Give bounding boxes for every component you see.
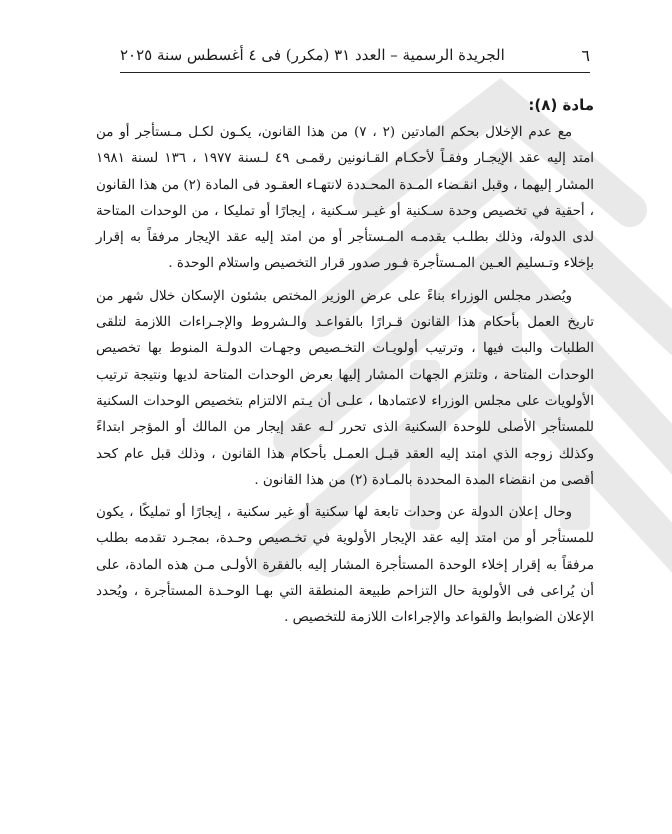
- article-heading: مادة (٨):: [528, 96, 594, 114]
- article-paragraph-1: مع عدم الإخلال بحكم المادتين (٢ ، ٧) من هذا القانون، يكـون لكـل مـستأجر أو من امتد إليه عقد الإيجـار وفقـاً لأحكـام القـانونين رقمـى ٤٩ لـسنة ١٩٧٧ ، ١٣٦ لسنة ١٩٨١ المشار إليهما ، وقبل انقـضاء المـدة المحـددة لانتهـاء العقـود فى المادة (٢) من هذا القانون ، أحقية في تخصيص وحدة سـكنية أو غيـر سـكنية ، إيجارًا أو تمليكا ، من الوحدات المتاحة لدى الدولة، وذلك بطلـب يقدمـه المـستأجر أو من امتد إليه عقد الإيجار مرفقاً به إقرار بإخلاء وتـسليم العـين المـستأجرة فـور صدور قرار التخصيص واستلام الوحدة .: [96, 125, 594, 272]
- page-number: ٦: [581, 45, 590, 65]
- article-body: [96, 94, 594, 638]
- gazette-title: الجريدة الرسمية – العدد ٣١ (مكرر) فى ٤ أغسطس سنة ٢٠٢٥: [120, 46, 505, 64]
- article-paragraph-2: ويُصدر مجلس الوزراء بناءً على عرض الوزير المختص بشئون الإسكان خلال شهر من تاريخ العمل بأحكام هذا القانون قـرارًا بالقواعـد والـشروط والإجـراءات اللازمة لتلقى الطلبات والبت فيها ، وترتيب أولويـات التخـصيص وجهـات الدولـة المنوط بها تخصيص الوحدات المتاحة ، وتلتزم الجهات المشار إليها بعرض الوحدات المتاحة لديها ونتيجة ترتيب الأولويات على مجلس الوزراء لاعتمادها ، علـى أن يـتم الالتزام بتخصيص الوحدات السكنية للمستأجر الأصلى للوحدة السكنية الذى تحرر لـه عقد إيجار من المالك أو المؤجر ابتداءً وكذلك زوجه الذي امتد إليه العقد قبـل العمـل بأحكام هذا القانون ، وذلك قبل عام كحد أقصى من انقضاء المدة المحددة بالمـادة (٢) من هذا القانون .: [96, 288, 594, 488]
- article-paragraph-3: وحال إعلان الدولة عن وحدات تابعة لها سكنية أو غير سكنية ، إيجارًا أو تمليكًا ، يكون للمستأجر أو من امتد إليه عقد الإيجار الأولوية في تخـصيص وحـدة، بمجـرد تقدمه بطلب مرفقاً به إقرار إخلاء الوحدة المستأجرة المشار إليه بالفقرة الأولـى مـن هذه المادة، على أن يُراعى فى الأولوية حال التزاحم طبيعة المنطقة التي بهـا الوحـدة المستأجرة ، ويُحدد الإعلان الضوابط والقواعد والإجراءات اللازمة للتخصيص .: [96, 505, 594, 626]
- page-header: [120, 38, 590, 73]
